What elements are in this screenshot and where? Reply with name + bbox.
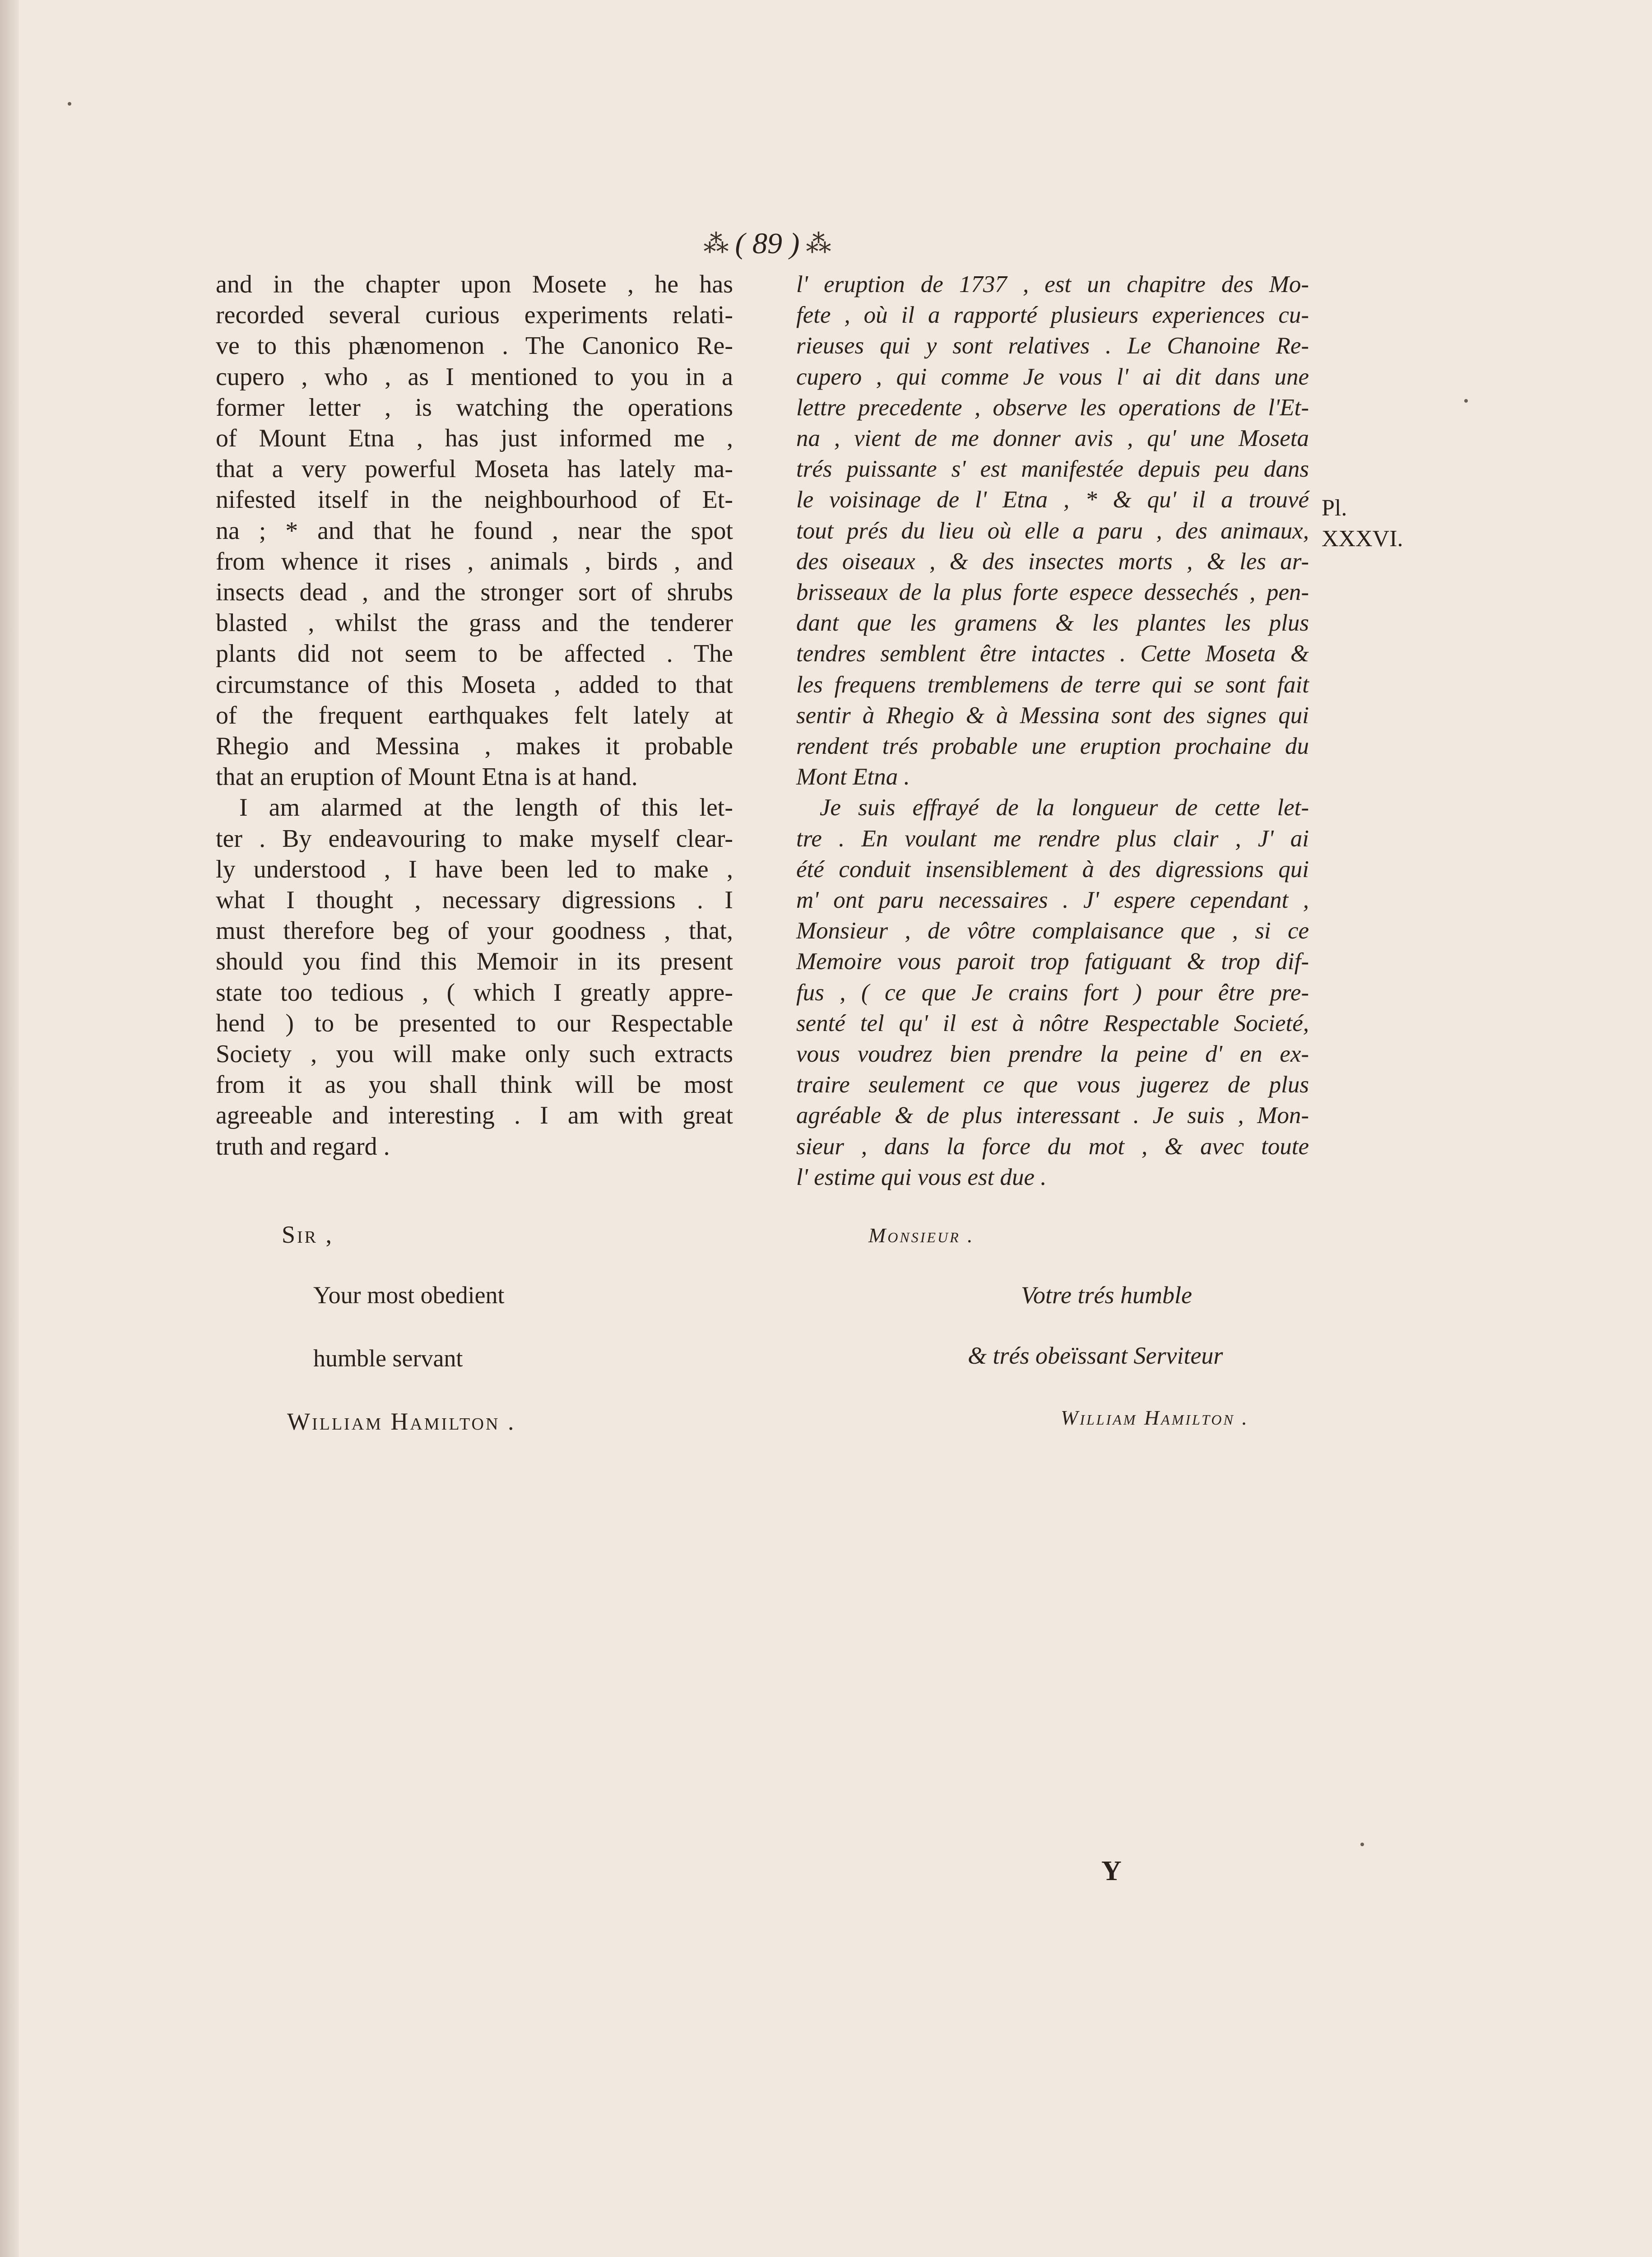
page-number: ( 89 ) xyxy=(735,227,800,260)
english-text-line: ter . By endeavouring to make myself clear- xyxy=(216,824,733,853)
french-text-line: Monsieur , de vôtre complaisance que , si ce xyxy=(796,918,1309,944)
ornament-right-icon: ⁂ xyxy=(806,230,831,258)
french-text-line: les frequens tremblemens de terre qui se sont fait xyxy=(796,671,1309,698)
french-text-line: l' estime qui vous est due . xyxy=(796,1164,1047,1190)
english-closing-line-2: humble servant xyxy=(313,1345,463,1372)
french-text-line: fus , ( ce que Je crains fort ) pour être pre- xyxy=(796,979,1309,1006)
paper-speck xyxy=(68,102,71,106)
english-text-line: what I thought , necessary digressions . I xyxy=(216,886,733,915)
english-text-line: ly understood , I have been led to make , xyxy=(216,855,733,883)
english-text-line: ve to this phænomenon . The Canonico Re- xyxy=(216,332,733,360)
english-text-line: that a very powerful Moseta has lately ma- xyxy=(216,455,733,483)
english-column xyxy=(216,269,733,1162)
english-text-line: Society , you will make only such extracts xyxy=(216,1040,733,1068)
english-text-line: I am alarmed at the length of this let- xyxy=(239,794,733,822)
french-column xyxy=(796,269,1309,1193)
english-text-line: plants did not seem to be affected . The xyxy=(216,640,733,668)
french-text-line: Mont Etna . xyxy=(796,764,910,790)
plate-reference-number: XXXVI. xyxy=(1322,526,1403,552)
english-salutation: Sir , xyxy=(282,1221,334,1248)
french-text-line: rendent trés probable une eruption prochaine du xyxy=(796,733,1309,760)
french-text-line: brisseaux de la plus forte espece dessechés , pen- xyxy=(796,579,1309,606)
french-text-line: des oiseaux , & des insectes morts , & les ar- xyxy=(796,548,1309,575)
french-text-line: été conduit insensiblement à des digressions qui xyxy=(796,856,1309,882)
french-text-line: lettre precedente , observe les operations de l'Et- xyxy=(796,394,1309,421)
english-text-line: of the frequent earthquakes felt lately at xyxy=(216,701,733,729)
english-text-line: agreeable and interesting . I am with great xyxy=(216,1101,733,1130)
english-text-line: and in the chapter upon Mosete , he has xyxy=(216,270,733,298)
english-text-line: hend ) to be presented to our Respectable xyxy=(216,1009,733,1037)
french-text-line: sieur , dans la force du mot , & avec toute xyxy=(796,1133,1309,1160)
english-text-line: from whence it rises , animals , birds , and xyxy=(216,547,733,576)
french-text-line: rieuses qui y sont relatives . Le Chanoine Re- xyxy=(796,333,1309,359)
english-text-line: former letter , is watching the operations xyxy=(216,393,733,422)
french-text-line: fete , où il a rapporté plusieurs experiences cu- xyxy=(796,302,1309,329)
page-edge xyxy=(0,0,19,2257)
plate-reference xyxy=(1322,493,1403,554)
english-text-line: from it as you shall think will be most xyxy=(216,1071,733,1099)
english-text-line: insects dead , and the stronger sort of shrubs xyxy=(216,578,733,607)
french-text-line: Je suis effrayé de la longueur de cette let- xyxy=(820,794,1309,821)
french-text-line: traire seulement ce que vous jugerez de plus xyxy=(796,1072,1309,1098)
french-text-line: l' eruption de 1737 , est un chapitre des Mo- xyxy=(796,271,1309,297)
english-text-line: na ; * and that he found , near the spot xyxy=(216,516,733,545)
french-text-line: trés puissante s' est manifestée depuis peu dans xyxy=(796,456,1309,483)
paper-speck xyxy=(1360,1843,1364,1846)
french-text-line: Memoire vous paroit trop fatiguant & trop dif- xyxy=(796,948,1309,975)
english-text-line: Rhegio and Messina , makes it probable xyxy=(216,732,733,761)
french-text-line: tout prés du lieu où elle a paru , des animaux, xyxy=(796,517,1309,544)
french-closing-line-2: & trés obeïssant Serviteur xyxy=(968,1342,1223,1369)
english-closing-line-1: Your most obedient xyxy=(313,1282,505,1309)
english-text-line: that an eruption of Mount Etna is at hand. xyxy=(216,763,638,791)
english-text-line: circumstance of this Moseta , added to that xyxy=(216,670,733,699)
english-signature: William Hamilton . xyxy=(287,1408,516,1435)
french-text-line: vous voudrez bien prendre la peine d' en ex- xyxy=(796,1041,1309,1068)
french-text-line: na , vient de me donner avis , qu' une Moseta xyxy=(796,425,1309,452)
french-text-line: sentir à Rhegio & à Messina sont des signes qui xyxy=(796,702,1309,729)
english-text-line: should you find this Memoir in its present xyxy=(216,947,733,976)
english-text-line: truth and regard . xyxy=(216,1132,390,1161)
french-text-line: senté tel qu' il est à nôtre Respectable Societé, xyxy=(796,1010,1309,1036)
english-text-line: must therefore beg of your goodness , that, xyxy=(216,917,733,945)
french-text-line: tendres semblent être intactes . Cette Moseta & xyxy=(796,641,1309,667)
french-signature: William Hamilton . xyxy=(1061,1406,1249,1429)
french-salutation: Monsieur . xyxy=(868,1224,974,1247)
french-text-line: dant que les gramens & les plantes les plus xyxy=(796,610,1309,636)
plate-reference-line: Pl. xyxy=(1322,495,1347,521)
page-header xyxy=(677,226,858,262)
french-text-line: tre . En voulant me rendre plus clair , J' ai xyxy=(796,825,1309,852)
english-text-line: of Mount Etna , has just informed me , xyxy=(216,424,733,453)
english-text-line: nifested itself in the neighbourhood of Et- xyxy=(216,486,733,514)
french-text-line: cupero , qui comme Je vous l' ai dit dans une xyxy=(796,363,1309,390)
ornament-left-icon: ⁂ xyxy=(703,230,729,258)
english-text-line: blasted , whilst the grass and the tenderer xyxy=(216,609,733,637)
signature-mark: Y xyxy=(1101,1856,1122,1886)
french-text-line: m' ont paru necessaires . J' espere cependant , xyxy=(796,887,1309,914)
english-text-line: recorded several curious experiments relati- xyxy=(216,301,733,330)
english-text-line: cupero , who , as I mentioned to you in a xyxy=(216,362,733,391)
french-text-line: agréable & de plus interessant . Je suis , Mon- xyxy=(796,1102,1309,1129)
french-closing-line-1: Votre trés humble xyxy=(1021,1282,1192,1309)
paper-speck xyxy=(1464,399,1468,403)
french-text-line: le voisinage de l' Etna , * & qu' il a trouvé xyxy=(796,487,1309,513)
english-text-line: state too tedious , ( which I greatly appre- xyxy=(216,978,733,1007)
